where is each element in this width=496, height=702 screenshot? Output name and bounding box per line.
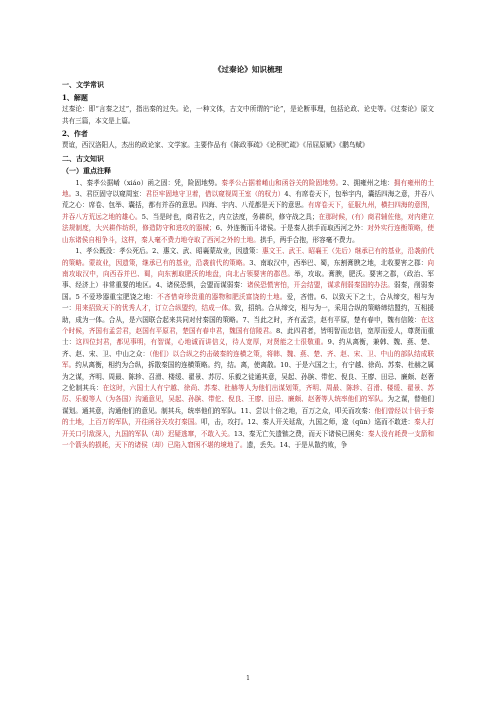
note-text: 1、孝公既没：孝公死后。2、惠文、武、昭襄蒙故业，因遗策： — [62, 247, 263, 256]
translation-text: 惠文王、武王、昭襄王（先后）继承已有的基业，沿袭前代的策略。蒙故业，因遗策，继承已有的基业，沿袭前代的策略。 — [62, 247, 434, 267]
note-text: 约从离衡，相约为合纵，拆散秦国的连横策略。约，结。离，使离散。10、于是六国之士，有宁越、徐尚、苏秦、杜赫之属为之谋，齐明、周最、陈轸、召滑、楼缓、翟景、苏厉、乐毅之徒通其意，吴起、孙膑、带佗、倪良、王廖、田忌、廉颇、赵奢之伦制其兵： — [62, 361, 434, 392]
translation-text: 在这时，六国士人有宁越、徐尚、苏秦、杜赫等人为他们出谋划策，齐明、周最、陈轸、召滑、楼缓、翟景、苏厉、乐毅等人（为各国）沟通意见，吴起、孙膑、带佗、倪良、王廖、田忌、廉颇、赵奢等人统率他们的军队。 — [62, 383, 434, 404]
subheading-title-explanation: 1、解题 — [62, 92, 88, 102]
note-text: 9、约从离衡，兼韩、魏、燕、楚、齐、赵、宋、卫、中山之众： — [62, 338, 434, 358]
translation-text: 君臣牢固地守卫着，借以窥视周王室（的权力） — [145, 190, 285, 199]
translation-text: 向南攻取汉中，向西吞并巴、蜀，向东割取肥沃的地盘，向北占领要害的郡邑。 — [62, 258, 434, 278]
section-heading-classical: 二、古文知识 — [62, 153, 104, 163]
translation-text: 秦人没有耗费一支箭和一个箭头的损耗，天下的诸侯（却）已陷入窘困不堪的境地了。 — [62, 429, 434, 449]
translation-text: 秦人打开关口引敌深入，九国的军队（却）迟疑逃窜，不敢入关。 — [62, 418, 434, 438]
translation-text: 秦孝公占据着崤山和函谷关的险固地势。 — [221, 178, 343, 187]
translation-text: 有席卷天下，征服九州，横扫四海的意图，并吞八方荒远之地的雄心。 — [62, 201, 434, 221]
note-text: 2、拥雍州之地： — [342, 178, 394, 187]
translation-text: （他们）以合纵之约击破秦的连横之策，将韩、魏、燕、楚、齐、赵、宋、卫、中山的部队结成联军。 — [62, 349, 434, 370]
note-text: 遗，丢失。14、于是从散约败，争 — [246, 441, 348, 449]
note-text: 1、秦孝公据崤（xiáo）函之固：凭，险固地势。 — [62, 178, 222, 187]
translation-text: 拥有雍州的土地。 — [62, 178, 434, 199]
note-text: 8、此四君者，皆明智而忠信，宽厚而爱人，尊贤而重士： — [62, 326, 434, 347]
translation-text: 这四位封君，都见事明，有智谋，心地诚而讲信义，待人宽厚，对贤能之士很敬重。 — [75, 338, 328, 347]
note-text: 致，招纳。合从缔交，相与为一，采用合纵的策略缔结盟约，互相援助，成为一体。合从，是六国联合起来共同对付秦国的策略。7、当此之时，齐有孟尝，赵有平原，楚有春申，魏有信陵： — [62, 304, 434, 324]
note-text: 爱，吝惜。6、以致天下之士，合从缔交，相与为一： — [62, 292, 434, 313]
note-text: 3、南取汉中，西举巴、蜀，东割膏腴之地，北收要害之郡： — [249, 258, 428, 267]
translation-text: 用来招致天下的优秀人才，订立合纵盟约，结成一体。 — [75, 304, 235, 313]
note-text: 举，攻取。膏腴，肥沃。要害之郡，（政治、军事、经济上）非常重要的地区。4、诸侯恐惧，会盟而谋弱秦： — [62, 269, 434, 290]
note-text: 拱手，两手合抱，形容毫不费力。 — [259, 235, 359, 244]
translation-text: 不吝惜奇珍贵重的器物和肥沃富饶的土地。 — [157, 292, 287, 301]
section-heading-literature: 一、文学常识 — [62, 80, 104, 90]
note-text: 为之谋，替他们谋划。通其意，沟通他们的意见。制其兵，统率他们的军队。11、尝以十倍之地，百万之众，叩关而攻秦： — [62, 395, 434, 415]
translation-text: 在这个时候，齐国有孟尝君，赵国有平原君，楚国有春申君，魏国有信陵君。 — [62, 315, 434, 335]
author-text: 贾谊，西汉洛阳人，杰出的政论家、文学家。主要作品有《陈政事疏》《论积贮疏》《吊屈原赋》《鹏鸟赋》 — [62, 141, 369, 150]
translation-text: 诸侯恐慌害怕，开会结盟，谋求削弱秦国的办法。 — [246, 281, 394, 290]
translation-text: 对外实行连衡策略，使山东诸侯自相争斗，这样，秦人毫不费力地夺取了西河之外的土地。 — [62, 224, 434, 244]
page-number: 1 — [246, 674, 250, 682]
subheading-key-notes: （一）重点注释 — [62, 166, 111, 176]
subheading-author: 2、作者 — [62, 129, 88, 139]
note-text: 弱秦，削弱秦国。5 不爱珍器重宝肥饶之地： — [62, 281, 434, 301]
note-text: 5、当是时也，商君佐之，内立法度，务耕织，修守战之具； — [141, 212, 319, 221]
note-text: 6、外连衡而斗诸侯。于是秦人拱手而取西河之外： — [215, 224, 368, 233]
notes-body — [62, 178, 434, 452]
notes-paragraph-1 — [62, 178, 434, 246]
document-title: 《过秦论》知识梳理 — [213, 65, 283, 74]
note-text: 4、有席卷天下，包举宇内，囊括四海之意，并吞八荒之心：席卷、包举、囊括，都有并吞的意思。四海、宇内、八荒都是天下的意思。 — [62, 190, 434, 210]
note-text: 3、君臣固守以窥周室： — [75, 190, 146, 199]
title-explanation-text: 过秦论：即“言秦之过”，指出秦的过失。论，一种文体，古文中所谓的“论”，是论断事理，包括论政、论史等。《过秦论》原文共有三篇，本文是上篇。 — [62, 105, 434, 125]
translation-text: 他们曾经以十倍于秦的土地，上百万的军队，开往函谷关攻打秦国。 — [62, 406, 434, 427]
translation-text: 在那时候，(有）商君辅佐他，对内建立法规制度，大兴耕作纺织，修造防守和进攻的器械； — [62, 212, 434, 233]
note-text: 13、秦无亡矢遗镞之费，而天下诸侯已困矣： — [233, 429, 368, 438]
notes-paragraph-2 — [62, 246, 434, 451]
note-text: 叩，击，攻打。12、秦人开关延敌，九国之师，逡（qūn）巡而不敢进： — [201, 418, 415, 427]
